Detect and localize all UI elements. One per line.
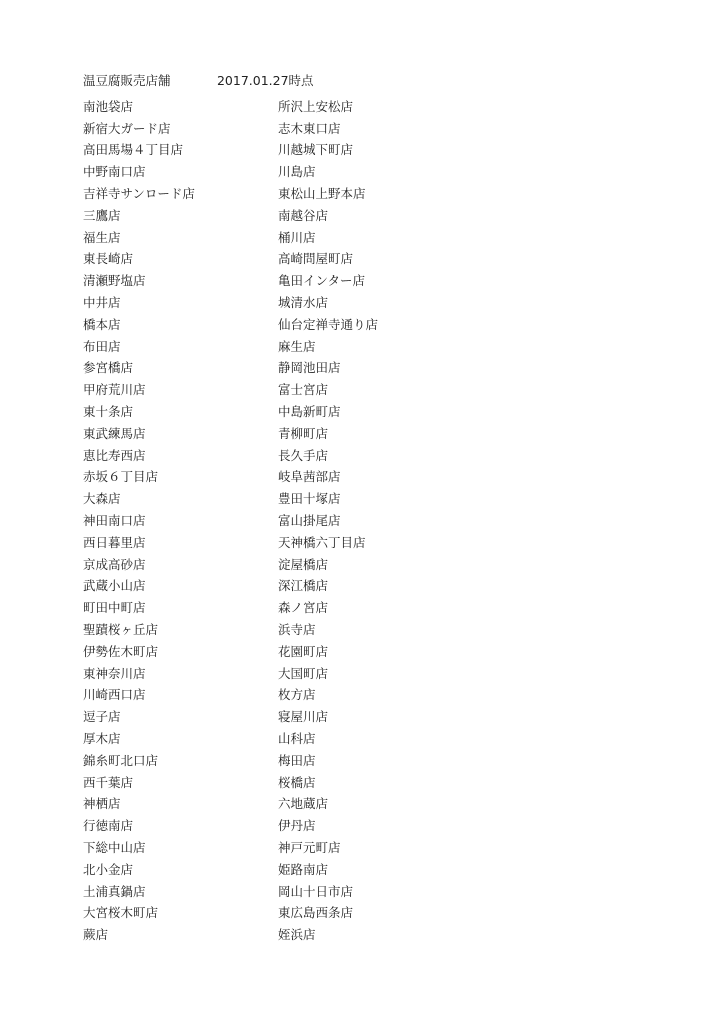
store-name-right: 浜寺店	[278, 622, 316, 638]
store-name-left: 南池袋店	[83, 98, 134, 114]
store-row	[83, 858, 643, 880]
store-row	[83, 684, 643, 706]
store-name-right: 淀屋橋店	[278, 556, 329, 572]
store-row	[83, 204, 643, 226]
store-name-right: 所沢上安松店	[278, 98, 354, 114]
store-name-right: 長久手店	[278, 447, 329, 463]
store-row	[83, 313, 643, 335]
store-name-right: 姪浜店	[278, 927, 316, 943]
store-name-left: 大森店	[83, 491, 121, 507]
as-of-date: 2017.01.27時点	[216, 73, 314, 88]
store-name-left: 東武練馬店	[83, 425, 146, 441]
store-row	[83, 575, 643, 597]
store-name-right: 寝屋川店	[278, 709, 329, 725]
store-name-left: 新宿大ガード店	[83, 120, 171, 136]
store-name-right: 山科店	[278, 731, 316, 746]
store-name-left: 西日暮里店	[83, 534, 146, 550]
store-row	[83, 182, 643, 204]
store-row	[83, 95, 643, 117]
store-name-right: 川島店	[278, 164, 316, 180]
store-row	[83, 422, 643, 444]
store-name-right: 川越城下町店	[278, 142, 354, 158]
store-row	[83, 444, 643, 466]
store-row	[83, 793, 643, 815]
store-name-right: 富山掛尾店	[278, 513, 341, 529]
store-row	[83, 269, 643, 291]
store-name-left: 甲府荒川店	[83, 382, 146, 398]
store-row	[83, 596, 643, 618]
store-name-right: 静岡池田店	[278, 360, 341, 376]
document-title: 温豆腐販売店舗	[83, 73, 171, 88]
store-name-left: 橋本店	[83, 316, 121, 332]
store-name-right: 高崎問屋町店	[278, 251, 354, 267]
store-name-right: 六地蔵店	[278, 796, 329, 812]
store-name-right: 森ノ宮店	[278, 600, 329, 616]
store-name-right: 東松山上野本店	[278, 186, 366, 202]
store-name-right: 富士宮店	[278, 382, 329, 398]
store-row	[83, 335, 643, 357]
store-name-left: 錦糸町北口店	[83, 752, 159, 768]
store-name-left: 川崎西口店	[83, 687, 146, 703]
store-name-left: 蕨店	[83, 927, 109, 943]
store-name-left: 厚木店	[83, 731, 121, 746]
store-name-left: 下総中山店	[83, 839, 146, 855]
store-row	[83, 705, 643, 727]
store-name-left: 赤坂６丁目店	[83, 469, 159, 485]
store-row	[83, 226, 643, 248]
store-name-left: 吉祥寺サンロード店	[83, 186, 195, 202]
store-row	[83, 117, 643, 139]
store-name-left: 西千葉店	[83, 774, 134, 790]
store-list	[83, 95, 643, 945]
store-name-left: 福生店	[83, 229, 121, 245]
store-row	[83, 466, 643, 488]
store-row	[83, 640, 643, 662]
store-name-right: 大国町店	[278, 665, 329, 681]
store-name-right: 枚方店	[278, 687, 316, 703]
store-name-left: 中井店	[83, 295, 121, 311]
store-row	[83, 880, 643, 902]
store-name-left: 布田店	[83, 338, 121, 354]
store-name-left: 東神奈川店	[83, 665, 146, 681]
store-row	[83, 139, 643, 161]
store-row	[83, 553, 643, 575]
store-row	[83, 727, 643, 749]
store-name-right: 桶川店	[278, 229, 316, 245]
store-name-right: 麻生店	[278, 338, 316, 354]
store-row	[83, 923, 643, 945]
store-name-right: 東広島西条店	[278, 905, 354, 921]
store-row	[83, 771, 643, 793]
store-row	[83, 487, 643, 509]
store-name-right: 中島新町店	[278, 404, 341, 420]
store-row	[83, 160, 643, 182]
store-row	[83, 662, 643, 684]
store-name-left: 東十条店	[83, 404, 134, 420]
store-name-right: 深江橋店	[278, 578, 329, 594]
store-name-right: 岡山十日市店	[278, 883, 354, 899]
store-name-right: 天神橋六丁目店	[278, 534, 366, 550]
store-row	[83, 378, 643, 400]
store-name-left: 中野南口店	[83, 164, 146, 180]
store-name-left: 行徳南店	[83, 818, 134, 834]
store-name-right: 梅田店	[278, 752, 316, 768]
store-name-left: 神栖店	[83, 796, 121, 812]
store-row	[83, 618, 643, 640]
store-row	[83, 509, 643, 531]
store-name-right: 伊丹店	[278, 818, 316, 834]
store-name-right: 神戸元町店	[278, 839, 341, 855]
store-row	[83, 901, 643, 923]
store-name-left: 土浦真鍋店	[83, 883, 146, 899]
store-name-left: 参宮橋店	[83, 360, 134, 376]
store-row	[83, 836, 643, 858]
store-row	[83, 357, 643, 379]
store-name-left: 北小金店	[83, 861, 134, 877]
store-name-left: 清瀬野塩店	[83, 273, 146, 289]
store-name-right: 志木東口店	[278, 120, 341, 136]
store-name-left: 恵比寿西店	[83, 447, 146, 463]
store-name-left: 三鷹店	[83, 207, 121, 223]
store-name-left: 大宮桜木町店	[83, 905, 159, 921]
store-name-left: 東長崎店	[83, 251, 134, 267]
store-name-left: 武蔵小山店	[83, 578, 146, 594]
store-row	[83, 400, 643, 422]
store-name-right: 桜橋店	[278, 774, 316, 790]
store-name-right: 花園町店	[278, 643, 329, 659]
store-name-left: 神田南口店	[83, 513, 146, 529]
store-name-left: 高田馬場４丁目店	[83, 142, 184, 158]
store-row	[83, 531, 643, 553]
store-name-right: 南越谷店	[278, 207, 329, 223]
store-name-left: 町田中町店	[83, 600, 146, 616]
document-header	[83, 71, 314, 91]
store-row	[83, 749, 643, 771]
store-name-right: 亀田インター店	[278, 273, 366, 289]
store-name-right: 城清水店	[278, 295, 329, 311]
store-name-left: 伊勢佐木町店	[83, 643, 159, 659]
store-name-left: 逗子店	[83, 709, 121, 725]
store-name-right: 姫路南店	[278, 861, 329, 877]
store-name-right: 仙台定禅寺通り店	[278, 316, 379, 332]
store-name-right: 豊田十塚店	[278, 491, 341, 507]
store-row	[83, 291, 643, 313]
store-name-right: 青柳町店	[278, 425, 329, 441]
store-name-left: 聖蹟桜ヶ丘店	[83, 622, 159, 638]
store-row	[83, 248, 643, 270]
store-name-left: 京成高砂店	[83, 556, 146, 572]
store-row	[83, 814, 643, 836]
store-name-right: 岐阜茜部店	[278, 469, 341, 485]
